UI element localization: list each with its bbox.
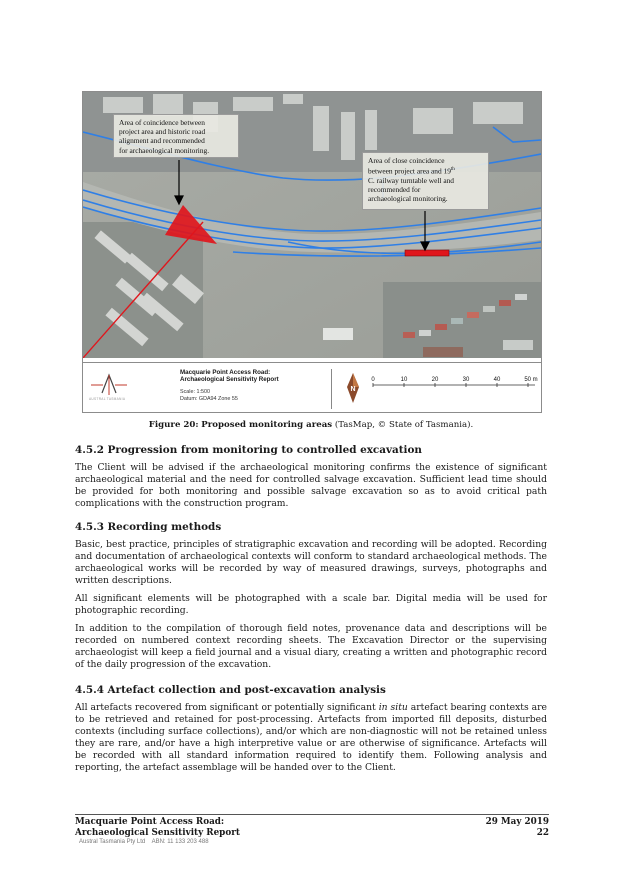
- callout-text: Area of close coincidence: [368, 156, 445, 165]
- north-label: N: [350, 386, 356, 393]
- figure-caption: [0, 420, 622, 430]
- paragraph: All artefacts recovered from significant or potentially significant in situ artefact bearing contexts are to be retrieved and retained for post-processing. Artefacts from imported fill deposits, disturbed contexts (including surface collections), and/or which are non-diagnostic will not be retained unless they are rare, and/or have a high interpretive value or are otherwise of significance. Artefacts will be recorded with all standard information required to identify them. Following analysis and reporting, the artefact assemblage will be handed over to the Client.: [75, 702, 547, 774]
- scale-ticks: [371, 377, 537, 383]
- footer-company: Austral Tasmania Pty Ltd ABN: 11 133 203 488: [79, 839, 209, 845]
- scale-tick: 30: [462, 377, 470, 383]
- callout-turntable-well: [362, 152, 489, 210]
- scale-bar: [341, 367, 541, 411]
- scale-tick: 40: [493, 377, 501, 383]
- legend-meta: [180, 389, 238, 403]
- callout-text: archaeological monitoring.: [368, 194, 448, 204]
- scale-tick: 20: [431, 377, 439, 383]
- page-number: 22: [536, 827, 549, 838]
- paragraph: In addition to the compilation of thorough field notes, provenance data and descriptions will be recorded on numbered context recording sheets. The Excavation Director or the supervising archaeologist will keep a field journal and a visual diary, creating a written and photographic record of the daily progression of the excavation.: [75, 623, 547, 671]
- logo-caption: AUSTRAL TASMANIA: [89, 397, 126, 401]
- monitoring-area-turntable: [405, 250, 449, 256]
- footer-date: 29 May 2019: [485, 817, 549, 827]
- callout-road-alignment: [113, 114, 239, 158]
- legend-datum: Datum: GDA94 Zone 55: [180, 396, 238, 402]
- callout-text: C. railway turntable well and: [368, 175, 454, 185]
- paragraph: The Client will be advised if the archaeological monitoring confirms the existence of significant archaeological material and the need for controlled salvage excavation. Sufficient lead time should be provided for both monitoring and possible salvage excavation so as to avoid critical path complications with the construction program.: [75, 462, 547, 510]
- austral-logo: [89, 371, 129, 407]
- caption-title: Proposed monitoring areas: [201, 420, 333, 430]
- callout-text: between project area and 19th: [368, 166, 455, 176]
- callout-text: alignment and recommended: [119, 136, 205, 146]
- legend-divider: [331, 369, 332, 409]
- paragraph: All significant elements will be photographed with a scale bar. Digital media will be used for photographic recording.: [75, 593, 547, 617]
- legend-title: Macquarie Point Access Road: Archaeological Sensitivity Report: [180, 369, 279, 384]
- scale-tick: 10: [400, 377, 408, 383]
- heading-4-5-4: 4.5.4 Artefact collection and post-excavation analysis: [75, 684, 386, 696]
- callout-text: recommended for: [368, 185, 421, 195]
- callout-text: project area and historic road: [119, 127, 206, 137]
- heading-4-5-2: 4.5.2 Progression from monitoring to controlled excavation: [75, 444, 422, 456]
- paragraph: Basic, best practice, principles of stratigraphic excavation and recording will be adopted. Recording and documentation of archaeological contexts will conform to standard archaeological methods. The archaeological works will be recorded by way of measured drawings, surveys, photographs and written descriptions.: [75, 539, 547, 587]
- callout-text: Area of coincidence between: [119, 118, 205, 127]
- north-arrow-icon: [347, 373, 359, 403]
- footer-date-page: [486, 817, 549, 838]
- logo-mark-icon: [89, 371, 129, 397]
- map-legend: [83, 362, 541, 413]
- footer-rule: [75, 814, 549, 815]
- caption-label: Figure 20:: [148, 420, 199, 430]
- callout-text: for archaeological monitoring.: [119, 145, 210, 155]
- legend-scale: Scale: 1:500: [180, 389, 210, 395]
- figure-20: [82, 91, 542, 413]
- heading-4-5-3: 4.5.3 Recording methods: [75, 521, 222, 533]
- caption-source: (TasMap, © State of Tasmania).: [334, 420, 474, 430]
- scale-tick: 50 m: [524, 377, 538, 383]
- footer-title: Macquarie Point Access Road: Archaeological Sensitivity Report: [75, 817, 240, 838]
- scale-tick: 0: [371, 377, 375, 383]
